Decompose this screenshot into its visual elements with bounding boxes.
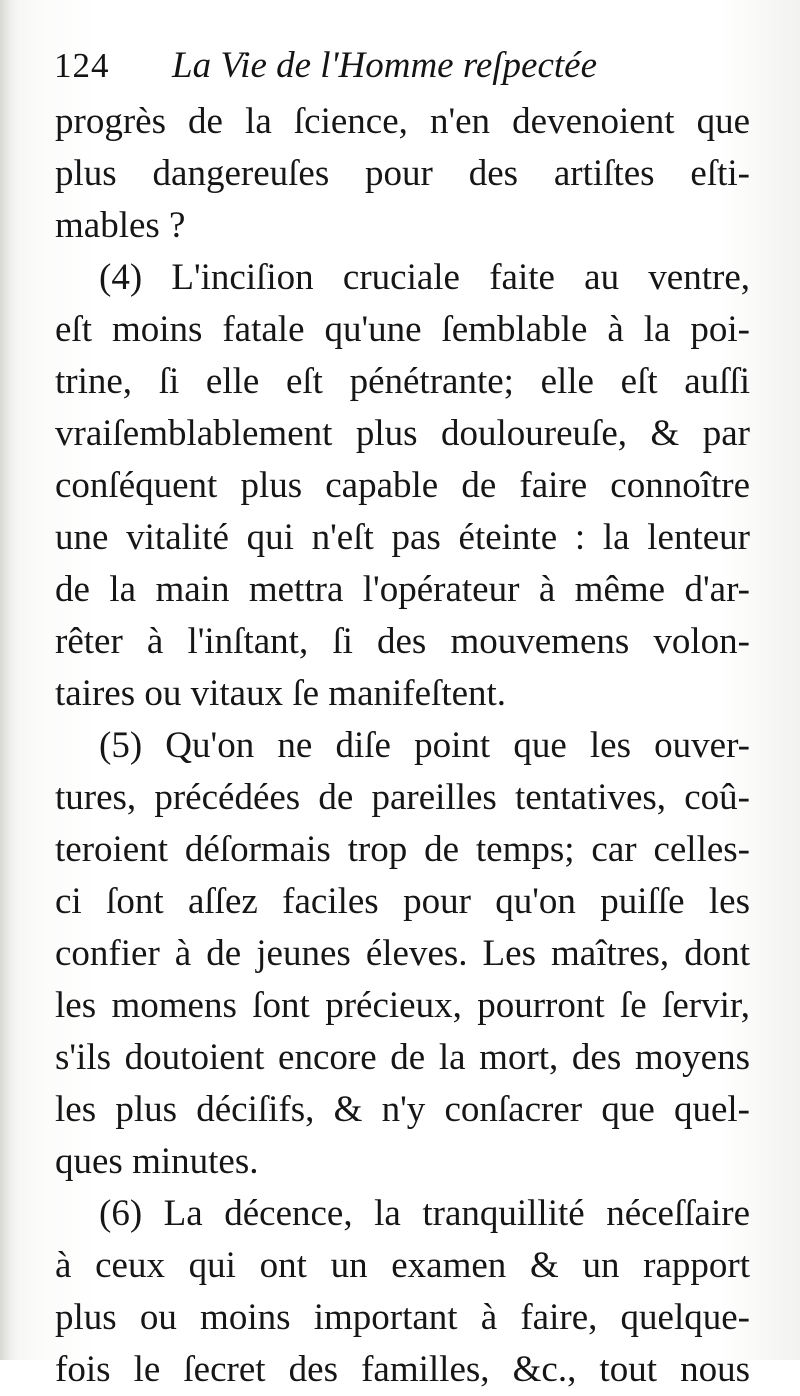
text-line: (4) L'inciſion cruciale faite au ventre,: [99, 257, 750, 298]
text-line: progrès de la ſcience, n'en devenoient que: [55, 101, 750, 142]
text-line: vraiſemblablement plus douloureuſe, & par: [55, 413, 750, 454]
text-line: une vitalité qui n'eſt pas éteinte : la lenteur: [55, 517, 750, 558]
text-line: trine, ſi elle eſt pénétrante; elle eſt auſſi: [55, 361, 750, 402]
text-line: s'ils doutoient encore de la mort, des moyens: [55, 1037, 750, 1078]
text-line: ques minutes.: [55, 1141, 259, 1182]
text-line: ci ſont aſſez faciles pour qu'on puiſſe les: [55, 881, 750, 922]
text-line: tures, précédées de pareilles tentatives, coû-: [55, 777, 750, 818]
text-line: (5) Qu'on ne diſe point que les ouver-: [99, 725, 750, 766]
text-line: teroient déſormais trop de temps; car celles-: [55, 829, 750, 870]
text-line: (6) La décence, la tranquillité néceſſaire: [99, 1193, 750, 1234]
text-line: les momens ſont précieux, pourront ſe ſervir,: [55, 985, 750, 1026]
text-line: de la main mettra l'opérateur à même d'ar-: [55, 569, 750, 610]
text-line: plus ou moins important à faire, quelque-: [55, 1297, 750, 1338]
text-line: conſéquent plus capable de faire connoître: [55, 465, 750, 506]
page-spine-shadow: [0, 0, 18, 1360]
text-line: taires ou vitaux ſe manifeſtent.: [55, 673, 507, 714]
body-text: [55, 96, 750, 1396]
text-line: eſt moins fatale qu'une ſemblable à la poi-: [55, 309, 750, 350]
text-line: les plus déciſifs, & n'y conſacrer que quel-: [55, 1089, 750, 1130]
text-line: à ceux qui ont un examen & un rapport: [55, 1245, 750, 1286]
text-line: plus dangereuſes pour des artiſtes eſti-: [55, 153, 750, 194]
text-line: rêter à l'inſtant, ſi des mouvemens volon-: [55, 621, 750, 662]
running-title: La Vie de l'Homme reſpectée: [172, 45, 598, 86]
text-line: fois le ſecret des familles, &c., tout nous: [55, 1349, 750, 1390]
page-number: 124: [54, 46, 110, 85]
page-header: [54, 44, 754, 94]
text-line: confier à de jeunes éleves. Les maîtres, dont: [55, 933, 750, 974]
text-line: mables ?: [55, 205, 186, 246]
